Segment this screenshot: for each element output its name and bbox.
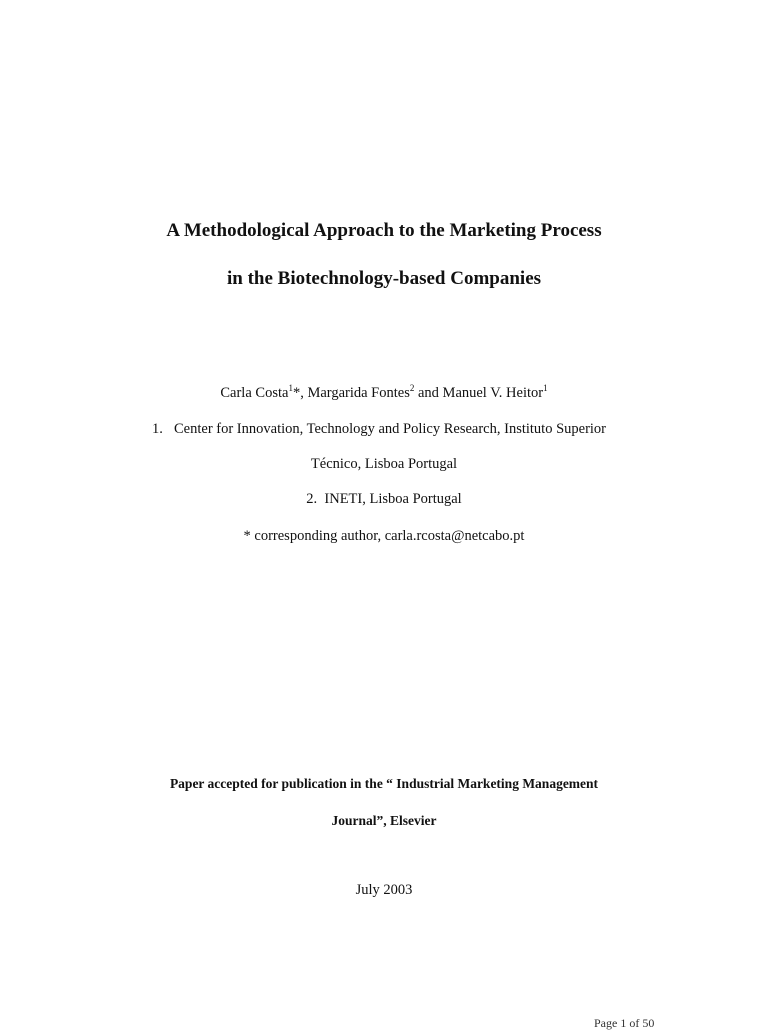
paper-title-line-1: A Methodological Approach to the Marketing Process (166, 220, 602, 241)
affiliation-1-continued: Técnico, Lisboa Portugal (310, 456, 458, 472)
affiliation-text: Center for Innovation, Technology and Policy Research, Instituto Superior (174, 421, 607, 437)
affiliation-2 (0, 491, 768, 508)
publication-note-line-2: Journal”, Elsevier (331, 813, 437, 828)
corresponding-mark: * (292, 385, 301, 401)
affiliation-text: INETI, Lisboa Portugal (324, 491, 462, 507)
author-affiliation-ref: 1 (288, 383, 293, 394)
affiliation-number: 2. (306, 491, 318, 507)
author-separator: and (414, 385, 443, 401)
publication-date: July 2003 (355, 882, 413, 898)
paper-title-line-2: in the Biotechnology-based Companies (226, 268, 542, 289)
author-name: Manuel V. Heitor (442, 385, 544, 401)
corresponding-author: * corresponding author, carla.rcosta@netcabo.pt (243, 528, 525, 544)
publication-note-line-1: Paper accepted for publication in the “ Industrial Marketing Management (169, 776, 599, 791)
author-name: Margarida Fontes (307, 385, 410, 401)
page-number: Page 1 of 50 (594, 1016, 655, 1030)
affiliation-number: 1. (152, 421, 163, 437)
affiliation-1 (0, 421, 768, 438)
author-affiliation-ref: 1 (543, 383, 548, 394)
author-name: Carla Costa (220, 385, 289, 401)
author-separator: , (300, 385, 308, 401)
author-affiliation-ref: 2 (409, 383, 415, 394)
author-list (0, 385, 768, 402)
